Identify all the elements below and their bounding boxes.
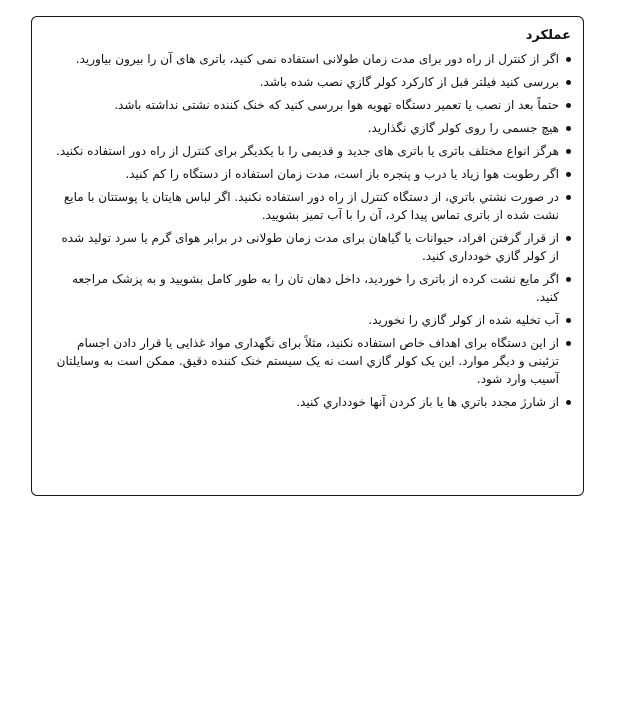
bullet-icon	[566, 400, 571, 405]
list-item	[50, 229, 573, 265]
list-item	[50, 334, 573, 388]
list-item	[50, 73, 573, 91]
list-item-text: از شارژ مجدد باتري ها یا باز کردن آنها خودداري کنید.	[296, 395, 559, 409]
bullet-icon	[566, 57, 571, 62]
list-item-text: از این دستگاه برای اهداف خاص استفاده نکنید، مثلاً برای نگهداری مواد غذایی یا قرار دادن اجسام تزئینی و دیگر موارد. این یک کولر گازي است نه یک سیستم خنک کننده دقیق. ممکن است به وسایلتان آسیب وارد شود.	[56, 336, 559, 386]
bullet-icon	[566, 80, 571, 85]
list-item-text: هیچ جسمی را روی کولر گازي نگذارید.	[367, 121, 559, 135]
instruction-list	[50, 50, 573, 411]
section-title: عملکرد	[525, 28, 571, 43]
list-item	[50, 393, 573, 411]
list-item	[50, 270, 573, 306]
list-item	[50, 119, 573, 137]
list-item	[50, 142, 573, 160]
bullet-icon	[566, 277, 571, 282]
list-item-text: اگر رطوبت هوا زیاد یا درب و پنجره باز است، مدت زمان استفاده از دستگاه را کم کنید.	[125, 167, 559, 181]
bullet-icon	[566, 341, 571, 346]
list-item-text: هرگز انواع مختلف باتری یا باتری های جدید و قدیمی را با یکدیگر برای کنترل از راه دور استفاده نکنید.	[56, 144, 559, 158]
list-item-text: بررسی کنید فیلتر قبل از کارکرد کولر گازي نصب شده باشد.	[259, 75, 559, 89]
list-item-text: از قرار گرفتن افراد، حیوانات یا گیاهان برای مدت زمان طولانی در برابر هوای گرم یا سرد تولید شده از کولر گازي خودداری کنید.	[61, 231, 559, 263]
list-item	[50, 311, 573, 329]
bullet-icon	[566, 236, 571, 241]
bullet-icon	[566, 103, 571, 108]
list-item-text: اگر مایع نشت کرده از باتری را خوردید، داخل دهان تان را به طور کامل بشویید و به پزشک مراجعه کنید.	[72, 272, 559, 304]
operation-notes-panel	[31, 16, 584, 496]
list-item-text: آب تخلیه شده از کولر گازي را نخورید.	[368, 313, 559, 327]
bullet-icon	[566, 195, 571, 200]
bullet-icon	[566, 126, 571, 131]
list-item-text: در صورت نشتي باتري، از دستگاه کنترل از راه دور استفاده نکنید. اگر لباس هایتان یا پوستتان با مایع نشت شده از باتری تماس پیدا کرد، آن را با آب تمیز بشویید.	[63, 190, 559, 222]
list-item	[50, 96, 573, 114]
list-item	[50, 188, 573, 224]
bullet-icon	[566, 172, 571, 177]
bullet-icon	[566, 318, 571, 323]
bullet-icon	[566, 149, 571, 154]
list-item-text: حتماً بعد از نصب یا تعمیر دستگاه تهویه هوا بررسی کنید که خنک کننده نشتی نداشته باشد.	[114, 98, 559, 112]
list-item	[50, 50, 573, 68]
list-item	[50, 165, 573, 183]
list-item-text: اگر از کنترل از راه دور برای مدت زمان طولانی استفاده نمی کنید، باتری های آن را بیرون بیاورید.	[75, 52, 559, 66]
